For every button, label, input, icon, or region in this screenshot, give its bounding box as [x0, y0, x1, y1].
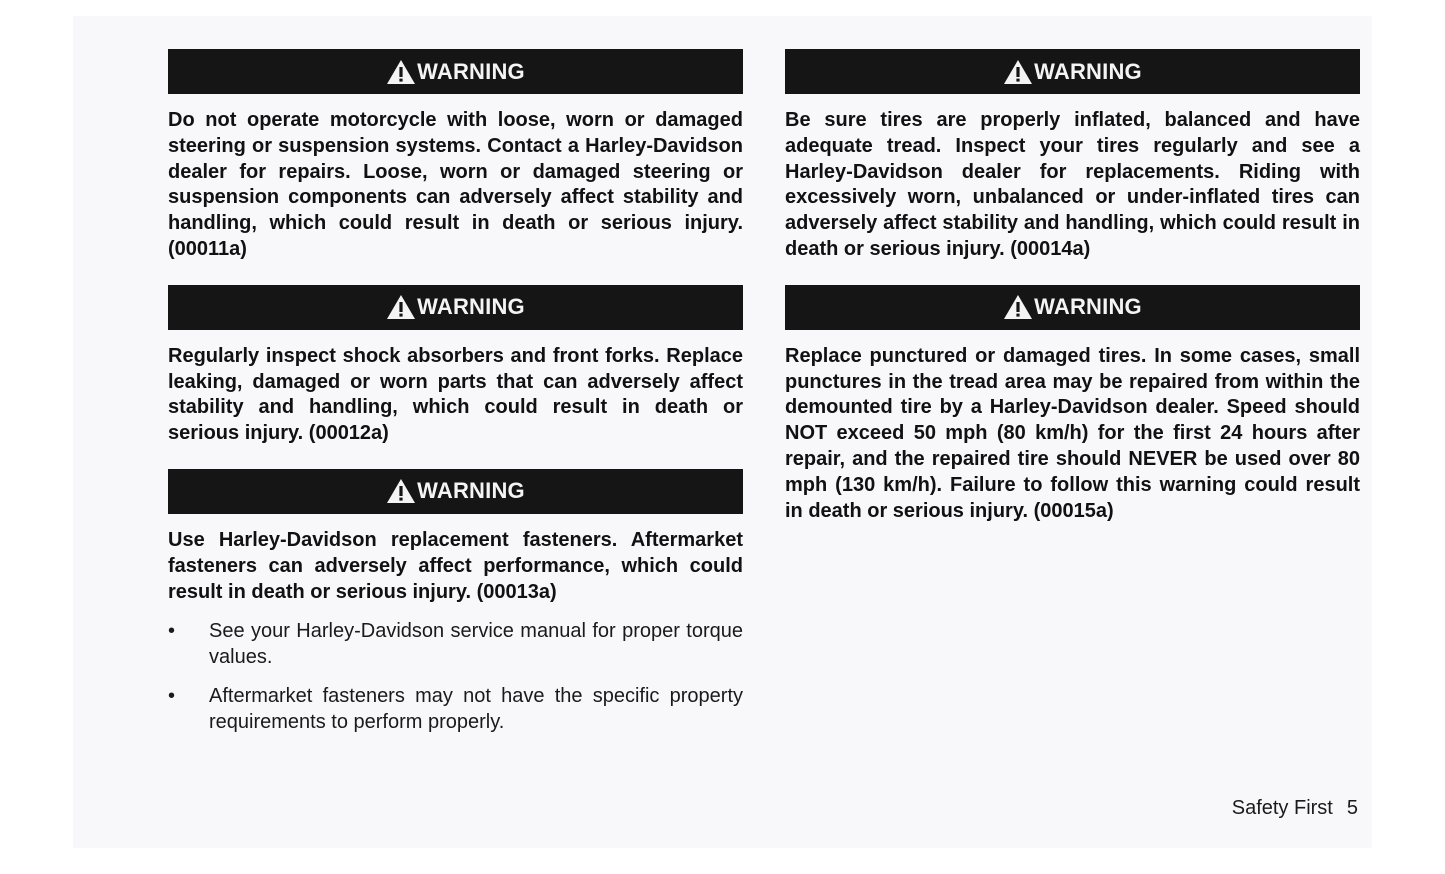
warning-box-00015a — [785, 285, 1360, 525]
warning-triangle-icon — [386, 294, 416, 320]
warning-triangle-icon — [386, 478, 416, 504]
warning-triangle-icon — [1003, 294, 1033, 320]
page-number: 5 — [1346, 797, 1358, 819]
warning-text: Use Harley-Davidson replacement fasteners. Aftermarket fasteners can adversely affect performance, which could result in death or serious injury. (00013a) — [168, 528, 743, 603]
page-footer — [1232, 797, 1358, 820]
bullet-list — [168, 619, 743, 735]
warning-banner — [785, 285, 1360, 330]
warning-box-00011a — [168, 49, 743, 263]
warning-box-00013a — [168, 469, 743, 736]
warning-box-00014a — [785, 49, 1360, 263]
bullet-dot-icon: • — [168, 620, 176, 643]
warning-label: WARNING — [1034, 294, 1142, 320]
warning-label: WARNING — [417, 478, 525, 504]
warning-text: Replace punctured or damaged tires. In some cases, small punctures in the tread area may be repaired from within the demounted tire by a Harley-Davidson dealer. Speed should NOT exceed 50 mph (80 km/h) for the first 24 hours after repair, and the repaired tire should NEVER be used over 80 mph (130 km/h). Failure to follow this warning could result in death or serious injury. (00015a) — [785, 344, 1360, 522]
right-column — [785, 49, 1360, 546]
warning-triangle-icon — [1003, 59, 1033, 85]
list-item — [168, 684, 743, 736]
warning-text: Do not operate motorcycle with loose, worn or damaged steering or suspension systems. Contact a Harley-Davidson dealer for repairs. Loose, worn or damaged steering or suspension components can adversely affect stability and handling, which could result in death or serious injury. (00011a) — [168, 109, 743, 260]
warning-banner — [168, 469, 743, 514]
left-column — [168, 49, 743, 758]
warning-label: WARNING — [1034, 58, 1142, 84]
bullet-text: Aftermarket fasteners may not have the specific property requirements to perform properly. — [209, 684, 743, 733]
section-title: Safety First — [1231, 797, 1333, 819]
bullet-dot-icon: • — [168, 684, 176, 707]
list-item — [168, 619, 743, 671]
manual-page — [73, 16, 1372, 848]
warning-banner — [168, 49, 743, 94]
warning-triangle-icon — [386, 59, 416, 85]
warning-label: WARNING — [417, 58, 525, 84]
warning-label: WARNING — [417, 294, 525, 320]
bullet-text: See your Harley-Davidson service manual for proper torque values. — [209, 620, 743, 669]
warning-banner — [168, 285, 743, 330]
warning-text: Be sure tires are properly inflated, balanced and have adequate tread. Inspect your tires regularly and see a Harley-Davidson dealer for replacements. Riding with excessively worn, unbalanced or under-inflated tires can adversely affect stability and handling, which could result in death or serious injury. (00014a) — [785, 109, 1360, 260]
warning-banner — [785, 49, 1360, 94]
warning-box-00012a — [168, 285, 743, 447]
warning-text: Regularly inspect shock absorbers and front forks. Replace leaking, damaged or worn parts that can adversely affect stability and handling, which could result in death or serious injury. (00012a) — [168, 344, 743, 445]
